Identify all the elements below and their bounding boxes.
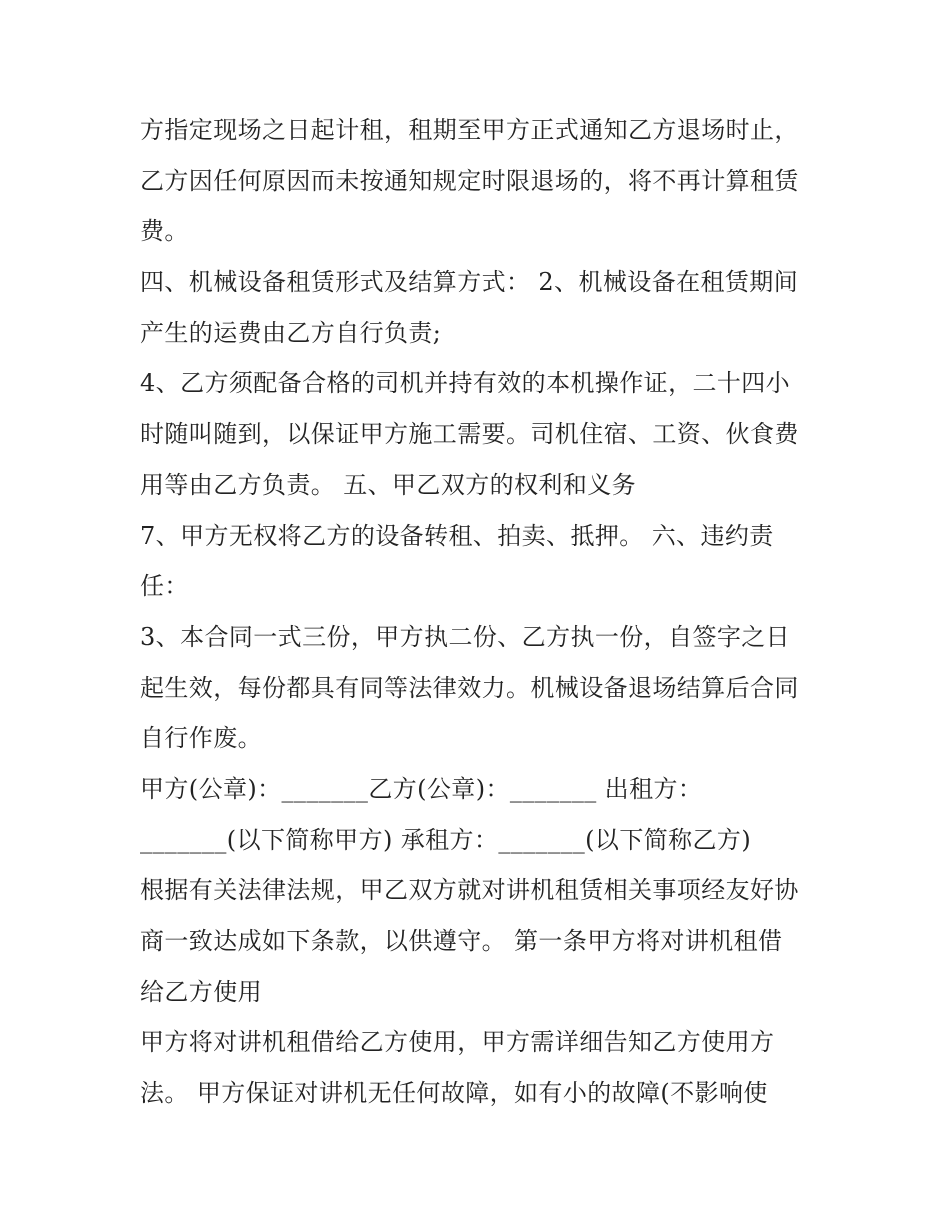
text-line: 4、乙方须配备合格的司机并持有效的本机操作证，二十四小 (140, 369, 791, 398)
text-line: 乙方因任何原因而未按通知规定时限退场的，将不再计算租赁 (140, 166, 799, 195)
text-line: 7、甲方无权将乙方的设备转租、拍卖、抵押。 六、违约责 (140, 521, 774, 550)
text-line: _______(以下简称甲方) 承租方：_______(以下简称乙方) (140, 825, 752, 854)
text-line: 法。 甲方保证对讲机无任何故障，如有小的故障(不影响使 (140, 1079, 768, 1108)
text-line: 甲方(公章)：_______乙方(公章)：_______ 出租方： (140, 774, 703, 803)
text-line: 自行作废。 (140, 724, 262, 753)
text-line: 四、机械设备租赁形式及结算方式： 2、机械设备在租赁期间 (140, 268, 799, 297)
text-line: 给乙方使用 (140, 977, 262, 1006)
text-line: 3、本合同一式三份，甲方执二份、乙方执一份，自签字之日 (140, 622, 791, 651)
text-line: 任： (140, 572, 189, 601)
text-line: 时随叫随到，以保证甲方施工需要。司机住宿、工资、伙食费 (140, 420, 799, 449)
text-line: 根据有关法律法规，甲乙双方就对讲机租赁相关事项经友好协 (140, 876, 799, 905)
text-line: 起生效，每份都具有同等法律效力。机械设备退场结算后合同 (140, 673, 799, 702)
text-line: 费。 (140, 217, 189, 246)
text-line: 商一致达成如下条款，以供遵守。 第一条甲方将对讲机租借 (140, 927, 783, 955)
text-line: 方指定现场之日起计租，租期至甲方正式通知乙方退场时止， (140, 116, 799, 144)
text-line: 产生的运费由乙方自行负责; (140, 318, 442, 347)
contract-text (140, 105, 830, 1119)
text-line: 用等由乙方负责。 五、甲乙双方的权利和义务 (140, 470, 637, 499)
text-line: 甲方将对讲机租借给乙方使用，甲方需详细告知乙方使用方 (140, 1028, 775, 1057)
